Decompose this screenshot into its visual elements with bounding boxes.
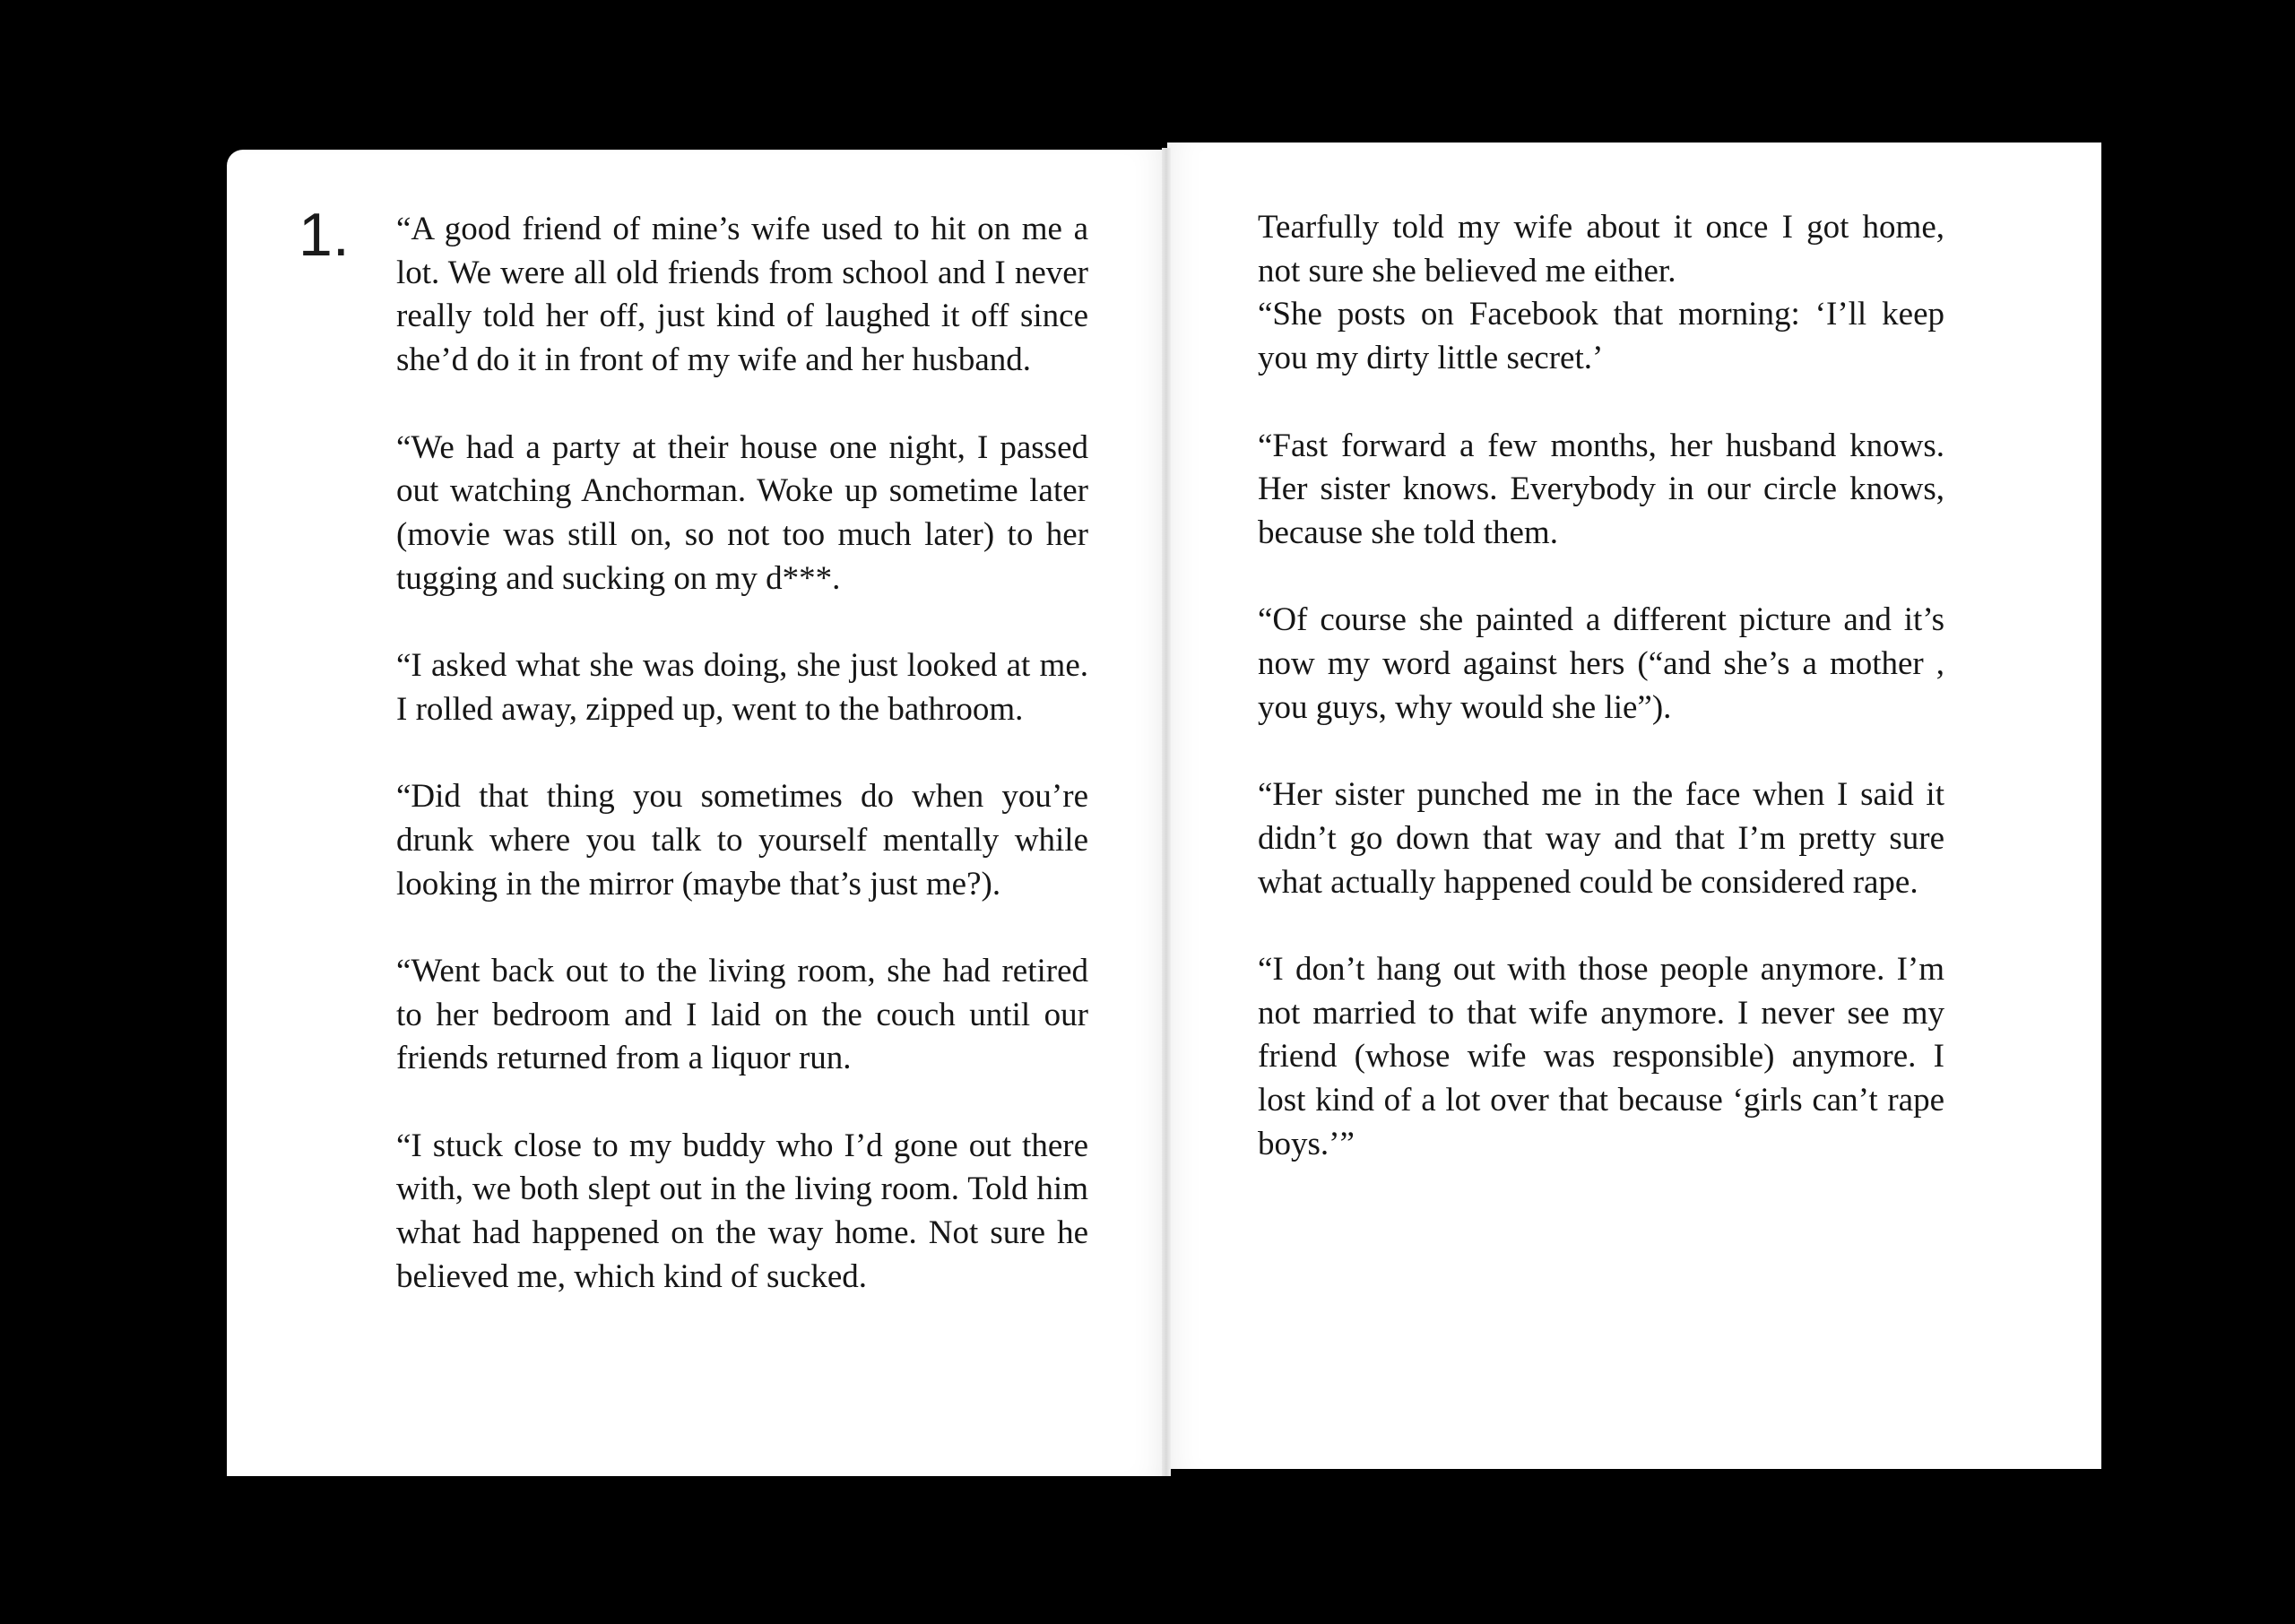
paragraph: “Went back out to the living room, she had retired to her bedroom and I laid on the couch until our friends returned from a liquor run. [396,952,1088,1077]
paragraph: “Did that thing you sometimes do when you’re drunk where you talk to yourself mentally while looking in the mirror (maybe that’s just me?). [396,778,1088,903]
chapter-number: 1. [299,201,350,269]
left-text-column [396,208,1088,1343]
paragraph: “We had a party at their house one night, I passed out watching Anchorman. Woke up sometime later (movie was still on, so not too much later) to her tugging and sucking on my d***. [396,428,1088,597]
paragraph: “Her sister punched me in the face when I said it didn’t go down that way and that I’m pretty sure what actually happened could be considered rape. [1258,776,1944,901]
paragraph: “I asked what she was doing, she just looked at me. I rolled away, zipped up, went to the bathroom. [396,647,1088,728]
paragraph: “Fast forward a few months, her husband knows. Her sister knows. Everybody in our circle knows, because she told them. [1258,427,1944,551]
right-text-column [1258,206,1944,1210]
paragraph: Tearfully told my wife about it once I got home, not sure she believed me either. [1258,209,1944,289]
paragraph: “I stuck close to my buddy who I’d gone out there with, we both slept out in the living room. Told him what had happened on the way home. Not sure he believed me, which kind of sucked. [396,1127,1088,1295]
paragraph: “I don’t hang out with those people anymore. I’m not married to that wife anymore. I never see my friend (whose wife was responsible) anymore. I lost kind of a lot over that because ‘girls can’t rape boys.’” [1258,950,1944,1162]
paragraph: “She posts on Facebook that morning: ‘I’ll keep you my dirty little secret.’ [1258,296,1944,377]
paragraph: “Of course she painted a different picture and it’s now my word against hers (“and she’s a mother , you guys, why would she lie”). [1258,601,1944,726]
book-gutter [1162,148,1171,1476]
paragraph: “A good friend of mine’s wife used to hit on me a lot. We were all old friends from school and I never really told her off, just kind of laughed it off since she’d do it in front of my wife and her husband. [396,211,1088,379]
